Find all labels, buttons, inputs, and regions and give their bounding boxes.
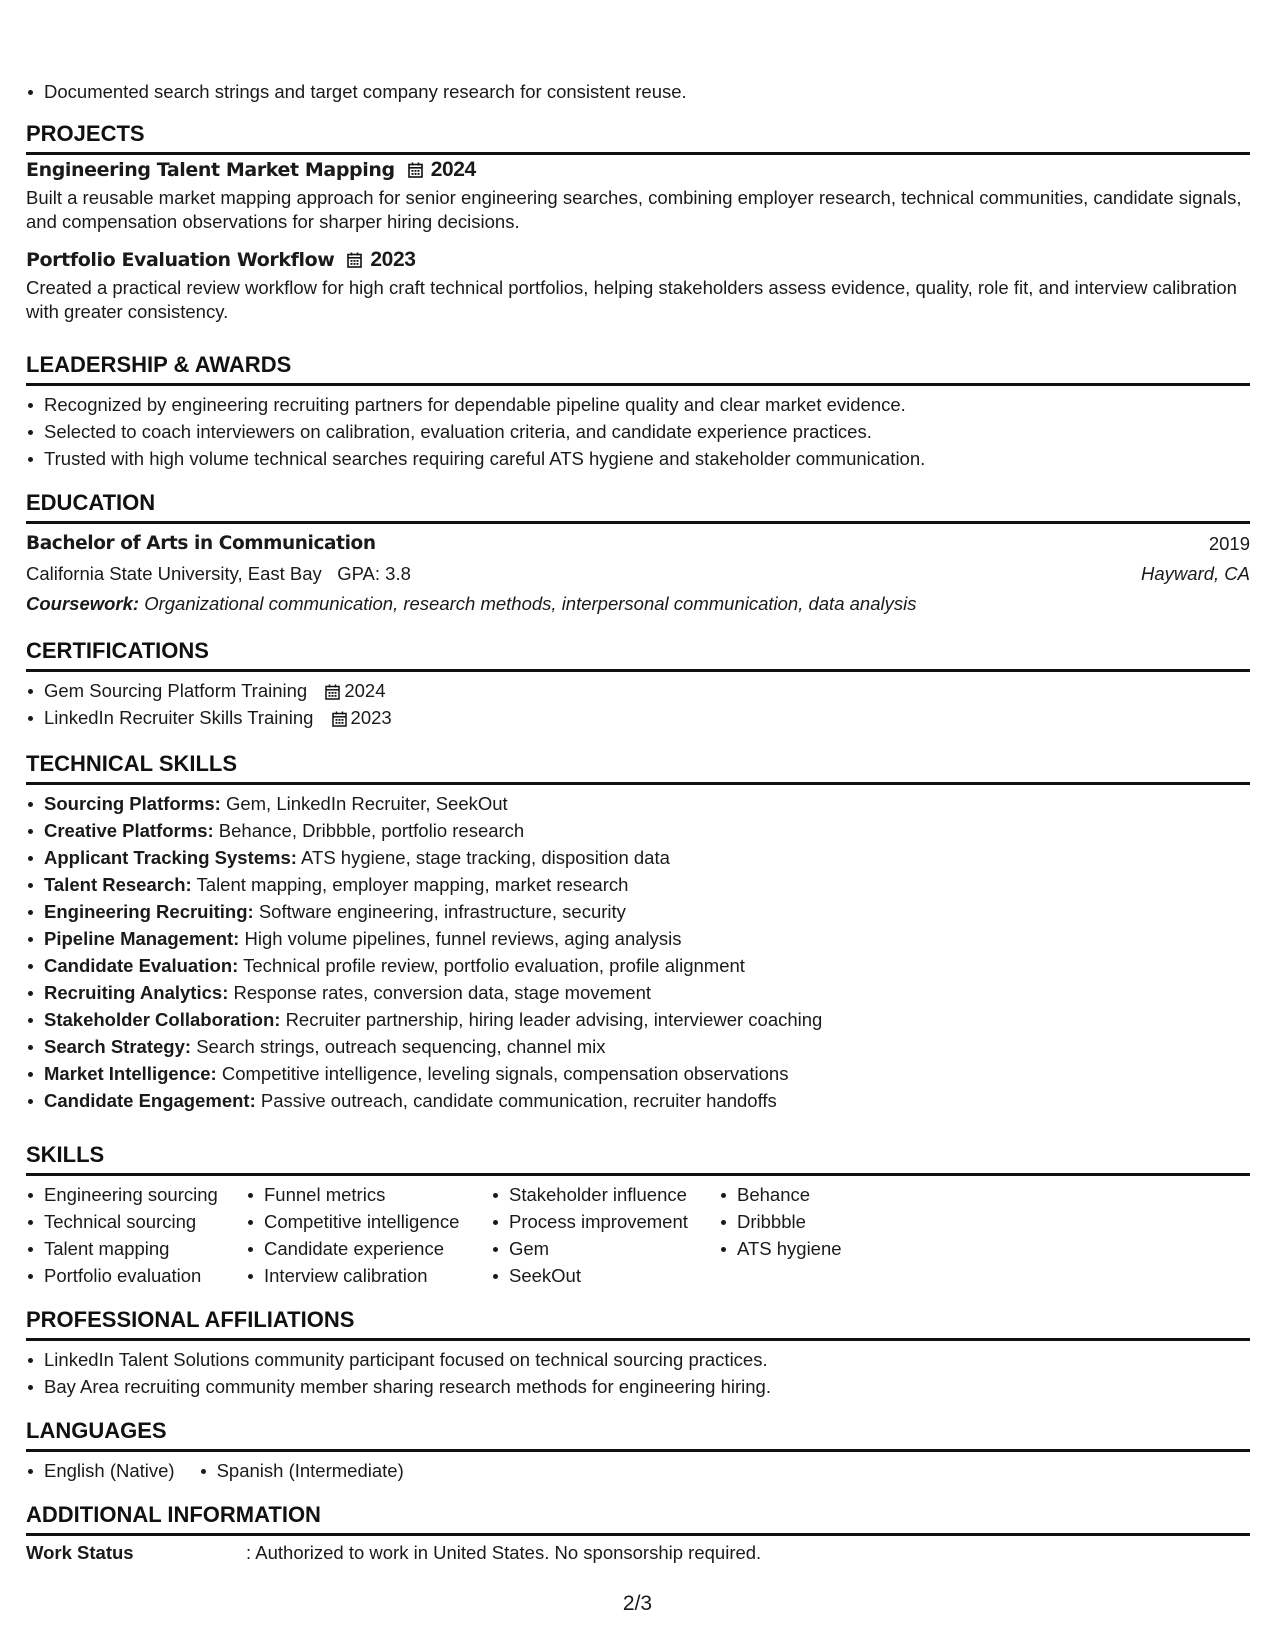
page-number: 2/3 <box>622 1592 653 1615</box>
certification-name: LinkedIn Recruiter Skills Training <box>44 707 314 728</box>
skills-column <box>26 1181 246 1289</box>
skill-values: Recruiter partnership, hiring leader advising, interviewer coaching <box>285 1009 823 1030</box>
section-title: CERTIFICATIONS <box>26 638 209 663</box>
section-title: TECHNICAL SKILLS <box>26 751 238 776</box>
list-item: Behance <box>719 1181 919 1208</box>
list-item <box>26 925 1250 952</box>
project-year: 2024 <box>430 158 476 181</box>
section-title: PROFESSIONAL AFFILIATIONS <box>26 1307 355 1332</box>
affiliations-section <box>26 1306 1250 1341</box>
technical-skills-section <box>26 750 1250 785</box>
work-status-value: : Authorized to work in United States. No sponsorship required. <box>246 1542 762 1563</box>
list-item: Process improvement <box>491 1208 719 1235</box>
project-item <box>26 246 1250 324</box>
work-status-label: Work Status <box>26 1542 134 1563</box>
list-item: Interview calibration <box>246 1262 491 1289</box>
section-divider <box>26 669 1250 672</box>
list-item: Technical sourcing <box>26 1208 246 1235</box>
list-item: SeekOut <box>491 1262 719 1289</box>
languages-list <box>26 1457 1250 1484</box>
list-item: ATS hygiene <box>719 1235 919 1262</box>
list-item: Gem <box>491 1235 719 1262</box>
skill-values: Competitive intelligence, leveling signals, compensation observations <box>221 1063 789 1084</box>
school-name: California State University, East Bay <box>26 563 322 584</box>
skill-values: ATS hygiene, stage tracking, disposition data <box>301 847 670 868</box>
calendar-icon <box>347 252 362 268</box>
skill-values: Technical profile review, portfolio evaluation, profile alignment <box>243 955 745 976</box>
list-item: Competitive intelligence <box>246 1208 491 1235</box>
additional-info-section <box>26 1501 1250 1536</box>
education-entry <box>26 529 1250 619</box>
section-divider <box>26 383 1250 386</box>
list-item <box>26 704 1250 731</box>
section-title: LEADERSHIP & AWARDS <box>26 352 292 377</box>
list-item <box>26 952 1250 979</box>
list-item: Talent mapping <box>26 1235 246 1262</box>
list-item <box>26 979 1250 1006</box>
project-year: 2023 <box>370 248 416 271</box>
skill-values: Search strings, outreach sequencing, channel mix <box>196 1036 606 1057</box>
gpa: GPA: 3.8 <box>337 563 411 584</box>
section-divider <box>26 1533 1250 1536</box>
skill-category: Market Intelligence: <box>44 1063 217 1084</box>
list-item <box>26 871 1250 898</box>
list-item: Recognized by engineering recruiting partners for dependable pipeline quality and clear market evidence. <box>26 391 1250 418</box>
coursework-label: Coursework: <box>26 593 140 614</box>
skill-values: Gem, LinkedIn Recruiter, SeekOut <box>225 793 508 814</box>
skill-values: Behance, Dribbble, portfolio research <box>218 820 525 841</box>
section-divider <box>26 1449 1250 1452</box>
list-item: Bay Area recruiting community member sharing research methods for engineering hiring. <box>26 1373 1250 1400</box>
certifications-section <box>26 637 1250 672</box>
list-item: Portfolio evaluation <box>26 1262 246 1289</box>
skills-column <box>246 1181 491 1289</box>
section-divider <box>26 1338 1250 1341</box>
list-item <box>26 1087 1250 1114</box>
section-title: PROJECTS <box>26 121 145 146</box>
skill-values: Talent mapping, employer mapping, market research <box>196 874 629 895</box>
work-status-row <box>26 1539 1250 1566</box>
section-title: EDUCATION <box>26 490 156 515</box>
certification-name: Gem Sourcing Platform Training <box>44 680 308 701</box>
calendar-icon <box>325 684 340 700</box>
calendar-icon <box>332 711 347 727</box>
list-item: LinkedIn Talent Solutions community participant focused on technical sourcing practices. <box>26 1346 1250 1373</box>
education-section <box>26 489 1250 524</box>
languages-section <box>26 1417 1250 1452</box>
list-item: Candidate experience <box>246 1235 491 1262</box>
skill-category: Creative Platforms: <box>44 820 214 841</box>
certification-year: 2023 <box>350 707 392 728</box>
list-item: Documented search strings and target company research for consistent reuse. <box>26 78 1250 105</box>
list-item: Dribbble <box>719 1208 919 1235</box>
skill-category: Talent Research: <box>44 874 192 895</box>
skill-category: Recruiting Analytics: <box>44 982 229 1003</box>
list-item <box>26 817 1250 844</box>
section-title: LANGUAGES <box>26 1418 167 1443</box>
leadership-list <box>26 391 1250 472</box>
certification-year: 2024 <box>344 680 386 701</box>
skills-column <box>719 1181 919 1289</box>
project-name: Portfolio Evaluation Workflow <box>26 249 335 271</box>
list-item: Funnel metrics <box>246 1181 491 1208</box>
section-title: ADDITIONAL INFORMATION <box>26 1502 321 1527</box>
list-item <box>26 1033 1250 1060</box>
affiliations-list <box>26 1346 1250 1400</box>
section-title: SKILLS <box>26 1142 105 1167</box>
list-item: Trusted with high volume technical searches requiring careful ATS hygiene and stakeholder communication. <box>26 445 1250 472</box>
section-divider <box>26 521 1250 524</box>
graduation-year: 2019 <box>1208 533 1250 554</box>
skill-category: Search Strategy: <box>44 1036 192 1057</box>
skills-column <box>491 1181 719 1289</box>
project-description: Created a practical review workflow for high craft technical portfolios, helping stakeholders assess evidence, quality, role fit, and interview calibration with greater consistency. <box>26 277 1237 322</box>
section-divider <box>26 782 1250 785</box>
skill-values: Software engineering, infrastructure, security <box>258 901 626 922</box>
skills-columns <box>26 1181 1250 1289</box>
section-divider <box>26 1173 1250 1176</box>
skill-values: Response rates, conversion data, stage movement <box>233 982 652 1003</box>
skill-values: High volume pipelines, funnel reviews, aging analysis <box>244 928 682 949</box>
certifications-list <box>26 677 1250 731</box>
section-divider <box>26 152 1250 155</box>
experience-continuation-list <box>26 78 1250 105</box>
list-item: Engineering sourcing <box>26 1181 246 1208</box>
list-item <box>26 844 1250 871</box>
project-description: Built a reusable market mapping approach for senior engineering searches, combining employer research, technical communities, candidate signals, and compensation observations for sharper hiring decisions. <box>26 187 1242 232</box>
technical-skills-list <box>26 790 1250 1114</box>
calendar-icon <box>408 162 423 178</box>
skill-category: Stakeholder Collaboration: <box>44 1009 281 1030</box>
list-item: Selected to coach interviewers on calibration, evaluation criteria, and candidate experience practices. <box>26 418 1250 445</box>
leadership-section <box>26 351 1250 386</box>
list-item: Spanish (Intermediate) <box>199 1457 404 1484</box>
list-item <box>26 898 1250 925</box>
project-name: Engineering Talent Market Mapping <box>26 159 395 181</box>
project-item <box>26 156 1250 234</box>
projects-section <box>26 120 1250 155</box>
skill-category: Sourcing Platforms: <box>44 793 221 814</box>
list-item <box>26 677 1250 704</box>
list-item <box>26 790 1250 817</box>
skill-category: Applicant Tracking Systems: <box>44 847 297 868</box>
skill-values: Passive outreach, candidate communication, recruiter handoffs <box>260 1090 777 1111</box>
skill-category: Candidate Engagement: <box>44 1090 256 1111</box>
list-item: Stakeholder influence <box>491 1181 719 1208</box>
skill-category: Pipeline Management: <box>44 928 240 949</box>
list-item <box>26 1006 1250 1033</box>
skills-section <box>26 1141 1250 1176</box>
skill-category: Candidate Evaluation: <box>44 955 239 976</box>
skill-category: Engineering Recruiting: <box>44 901 254 922</box>
list-item: English (Native) <box>26 1457 175 1484</box>
degree: Bachelor of Arts in Communication <box>26 533 376 554</box>
coursework: Organizational communication, research methods, interpersonal communication, data analysis <box>144 593 917 614</box>
list-item <box>26 1060 1250 1087</box>
school-location: Hayward, CA <box>1141 563 1250 584</box>
